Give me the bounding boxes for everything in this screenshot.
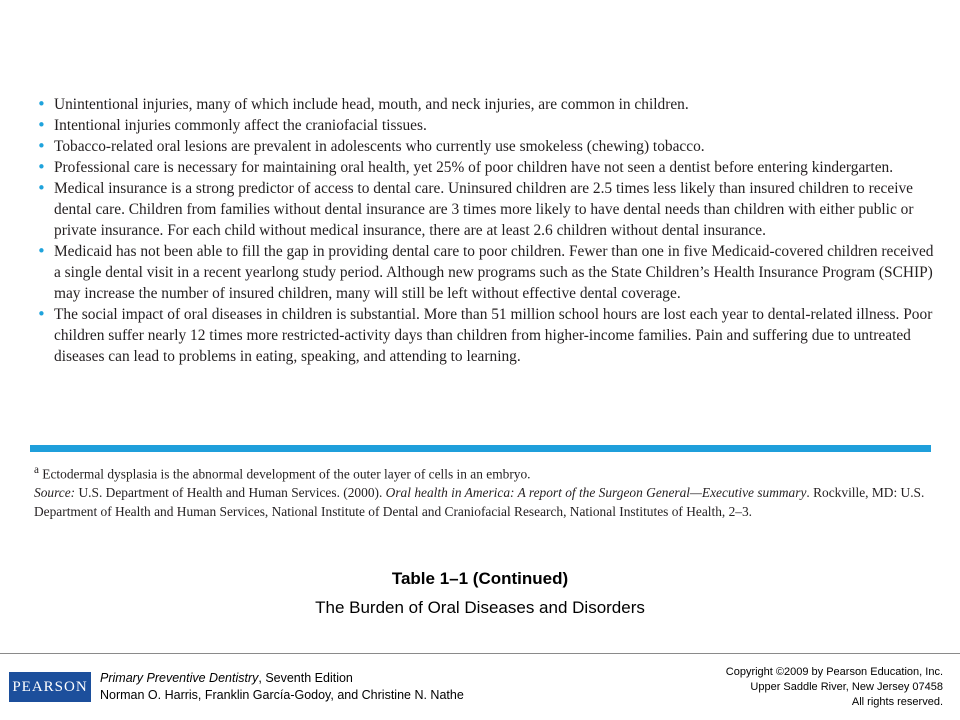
bullet-text: Medical insurance is a strong predictor of access to dental care. Uninsured children are 2.5 times less likely than insured children to receive dental care. Children from families without dental insurance are 3 times more likely to have dental needs than children with either public or private insurance. For each child without medical insurance, there are at least 2.6 children without dental insurance.	[54, 180, 914, 239]
copyright-notice	[726, 665, 943, 710]
bullet-icon: •	[37, 95, 46, 113]
copyright-line: Copyright ©2009 by Pearson Education, Inc.	[725, 666, 943, 678]
bullet-list	[34, 94, 934, 367]
source-part1: U.S. Department of Health and Human Services. (2000).	[75, 485, 386, 501]
footnote	[34, 461, 934, 483]
book-title-line	[100, 670, 464, 687]
bullet-text: The social impact of oral diseases in children is substantial. More than 51 million school hours are lost each year to dental-related illness. Poor children suffer nearly 12 times more restricted-activity days than children from higher-income families. Pain and suffering due to untreated diseases can lead to problems in eating, speaking, and attending to learning.	[54, 306, 933, 365]
copyright-line: Upper Saddle River, New Jersey 07458	[750, 681, 943, 693]
pearson-logo: PEARSON	[9, 672, 91, 702]
list-item	[34, 136, 934, 157]
bullet-icon: •	[37, 116, 46, 134]
list-item	[34, 178, 934, 241]
list-item	[34, 157, 934, 178]
list-item	[34, 241, 934, 304]
source-part2: . Rockville, MD: U.S. Department of Health and Human Services, National Institute of Dental and Craniofacial Research, National Institutes of Health, 2–3.	[34, 485, 925, 520]
bullet-icon: •	[37, 158, 46, 176]
bullet-icon: •	[37, 242, 46, 260]
source-title: Oral health in America: A report of the Surgeon General—Executive summary	[385, 485, 807, 501]
source-label: Source:	[34, 485, 76, 501]
bullet-icon: •	[37, 137, 46, 155]
table-notes	[34, 461, 934, 521]
bullet-icon: •	[37, 305, 46, 323]
book-title: Primary Preventive Dentistry	[100, 671, 259, 685]
bullet-text: Professional care is necessary for maintaining oral health, yet 25% of poor children have not seen a dentist before entering kindergarten.	[54, 159, 894, 176]
bullet-icon: •	[37, 179, 46, 197]
book-authors: Norman O. Harris, Franklin García-Godoy, and Christine N. Nathe	[100, 688, 464, 702]
list-item	[34, 304, 934, 367]
footer-divider	[0, 653, 960, 654]
bullet-text: Medicaid has not been able to fill the gap in providing dental care to poor children. Fewer than one in five Medicaid-covered children received a single dental visit in a recent yearlong study period. Although new programs such as the State Children’s Health Insurance Program (SCHIP) may increase the number of insured children, many will still be left without effective dental coverage.	[54, 243, 934, 302]
table-title: The Burden of Oral Diseases and Disorders	[315, 598, 645, 617]
source-citation	[34, 483, 934, 521]
table-number: Table 1–1 (Continued)	[391, 569, 569, 588]
copyright-line: All rights reserved.	[851, 696, 943, 708]
bullet-text: Tobacco-related oral lesions are prevalent in adolescents who currently use smokeless (chewing) tobacco.	[54, 138, 705, 155]
footnote-marker: a	[34, 464, 39, 476]
list-item	[34, 115, 934, 136]
table-divider-rule	[30, 445, 931, 452]
bullet-text: Unintentional injuries, many of which include head, mouth, and neck injuries, are common in children.	[54, 96, 689, 113]
footnote-text: Ectodermal dysplasia is the abnormal development of the outer layer of cells in an embryo.	[38, 466, 531, 482]
book-edition: , Seventh Edition	[258, 671, 353, 685]
book-info	[100, 670, 464, 704]
list-item	[34, 94, 934, 115]
bullet-text: Intentional injuries commonly affect the craniofacial tissues.	[54, 117, 427, 134]
